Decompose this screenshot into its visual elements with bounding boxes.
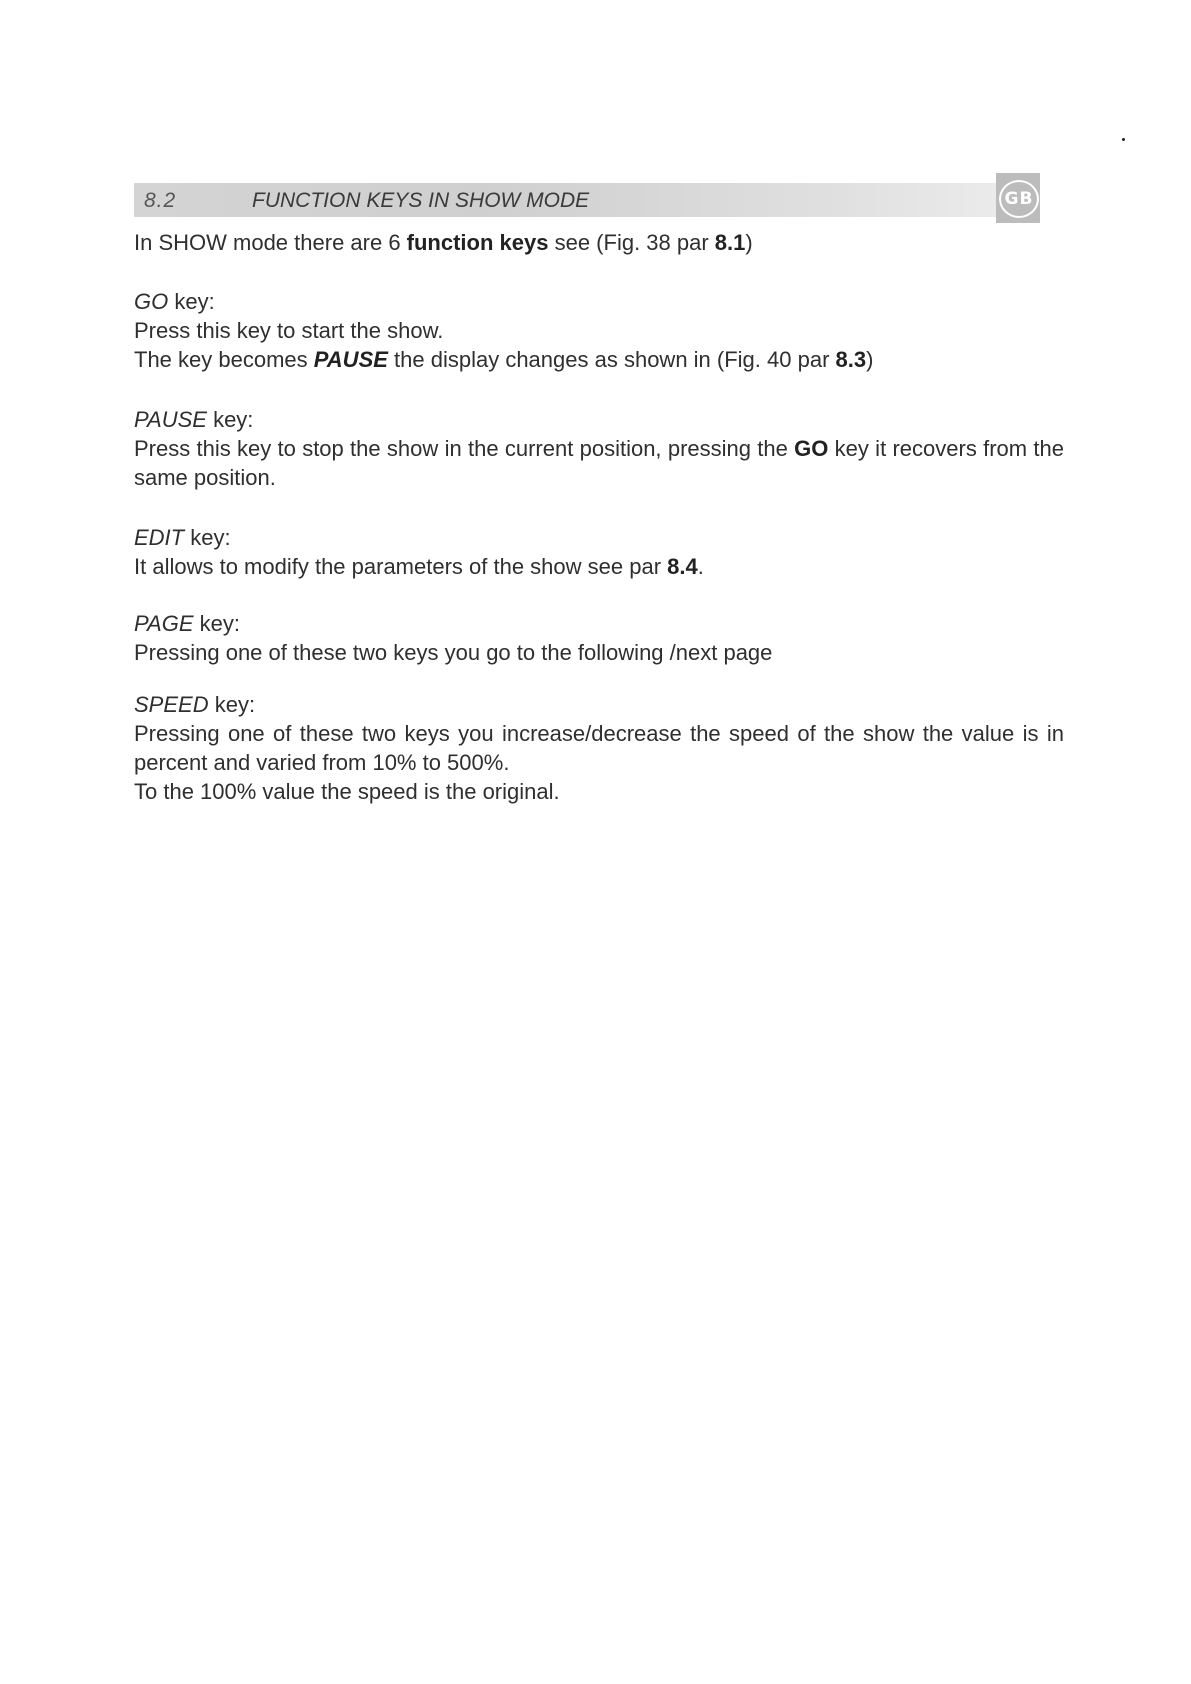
- gb-language-badge-icon: GB: [999, 180, 1039, 218]
- page-key-section: [134, 609, 1064, 667]
- language-badge-box: [996, 173, 1040, 223]
- go-key-section: [134, 287, 1064, 374]
- page-term: PAGE: [134, 611, 194, 636]
- go-key-heading: [134, 287, 1064, 316]
- scan-speck: [1122, 138, 1125, 141]
- go-line-1: Press this key to start the show.: [134, 318, 444, 343]
- intro-text: In SHOW mode there are 6: [134, 230, 407, 255]
- go-line-2: [134, 345, 1064, 374]
- intro-ref: 8.1: [714, 230, 746, 255]
- edit-key-heading: [134, 523, 1064, 552]
- edit-term: EDIT: [134, 525, 185, 550]
- edit-ref: 8.4: [667, 554, 698, 579]
- intro-bold: function keys: [406, 230, 549, 255]
- go-ref: 8.3: [835, 347, 867, 372]
- intro-text-3: ): [745, 230, 753, 255]
- edit-text-b: .: [697, 554, 704, 579]
- section-title: FUNCTION KEYS IN SHOW MODE: [252, 189, 590, 212]
- pause-text-b: key it recovers from the same position.: [134, 436, 1064, 490]
- page-suffix: key:: [193, 611, 240, 636]
- speed-term: SPEED: [134, 692, 209, 717]
- speed-suffix: key:: [208, 692, 256, 717]
- page-body: Pressing one of these two keys you go to the following /next page: [134, 640, 773, 665]
- edit-suffix: key:: [184, 525, 231, 550]
- page-key-heading: [134, 609, 1064, 638]
- go-line-2a: The key becomes: [134, 347, 314, 372]
- pause-term: PAUSE: [134, 407, 207, 432]
- go-pause-term: PAUSE: [313, 347, 388, 372]
- pause-key-heading: [134, 405, 1064, 434]
- pause-suffix: key:: [206, 407, 254, 432]
- intro-paragraph: [134, 228, 1064, 257]
- speed-body-2: To the 100% value the speed is the original.: [134, 779, 560, 804]
- go-suffix: key:: [168, 289, 215, 314]
- go-line-2b: the display changes as shown in (Fig. 40 par: [387, 347, 836, 372]
- intro-text-2: see (Fig. 38 par: [548, 230, 715, 255]
- speed-body-1: Pressing one of these two keys you increase/decrease the speed of the show the value is in percent and varied from 10% to 500%.: [134, 721, 1064, 775]
- edit-key-section: [134, 523, 1064, 581]
- pause-go-bold: GO: [794, 436, 829, 461]
- pause-text-a: Press this key to stop the show in the current position, pressing the: [134, 436, 795, 461]
- edit-text-a: It allows to modify the parameters of the show see par: [134, 554, 668, 579]
- go-line-2c: ): [866, 347, 874, 372]
- pause-body: [134, 434, 1064, 492]
- speed-key-section: [134, 690, 1064, 806]
- section-header-bar: [134, 183, 1014, 217]
- go-term: GO: [134, 289, 169, 314]
- pause-key-section: [134, 405, 1064, 492]
- edit-body: [134, 552, 1064, 581]
- speed-key-heading: [134, 690, 1064, 719]
- section-number: 8.2: [144, 189, 177, 212]
